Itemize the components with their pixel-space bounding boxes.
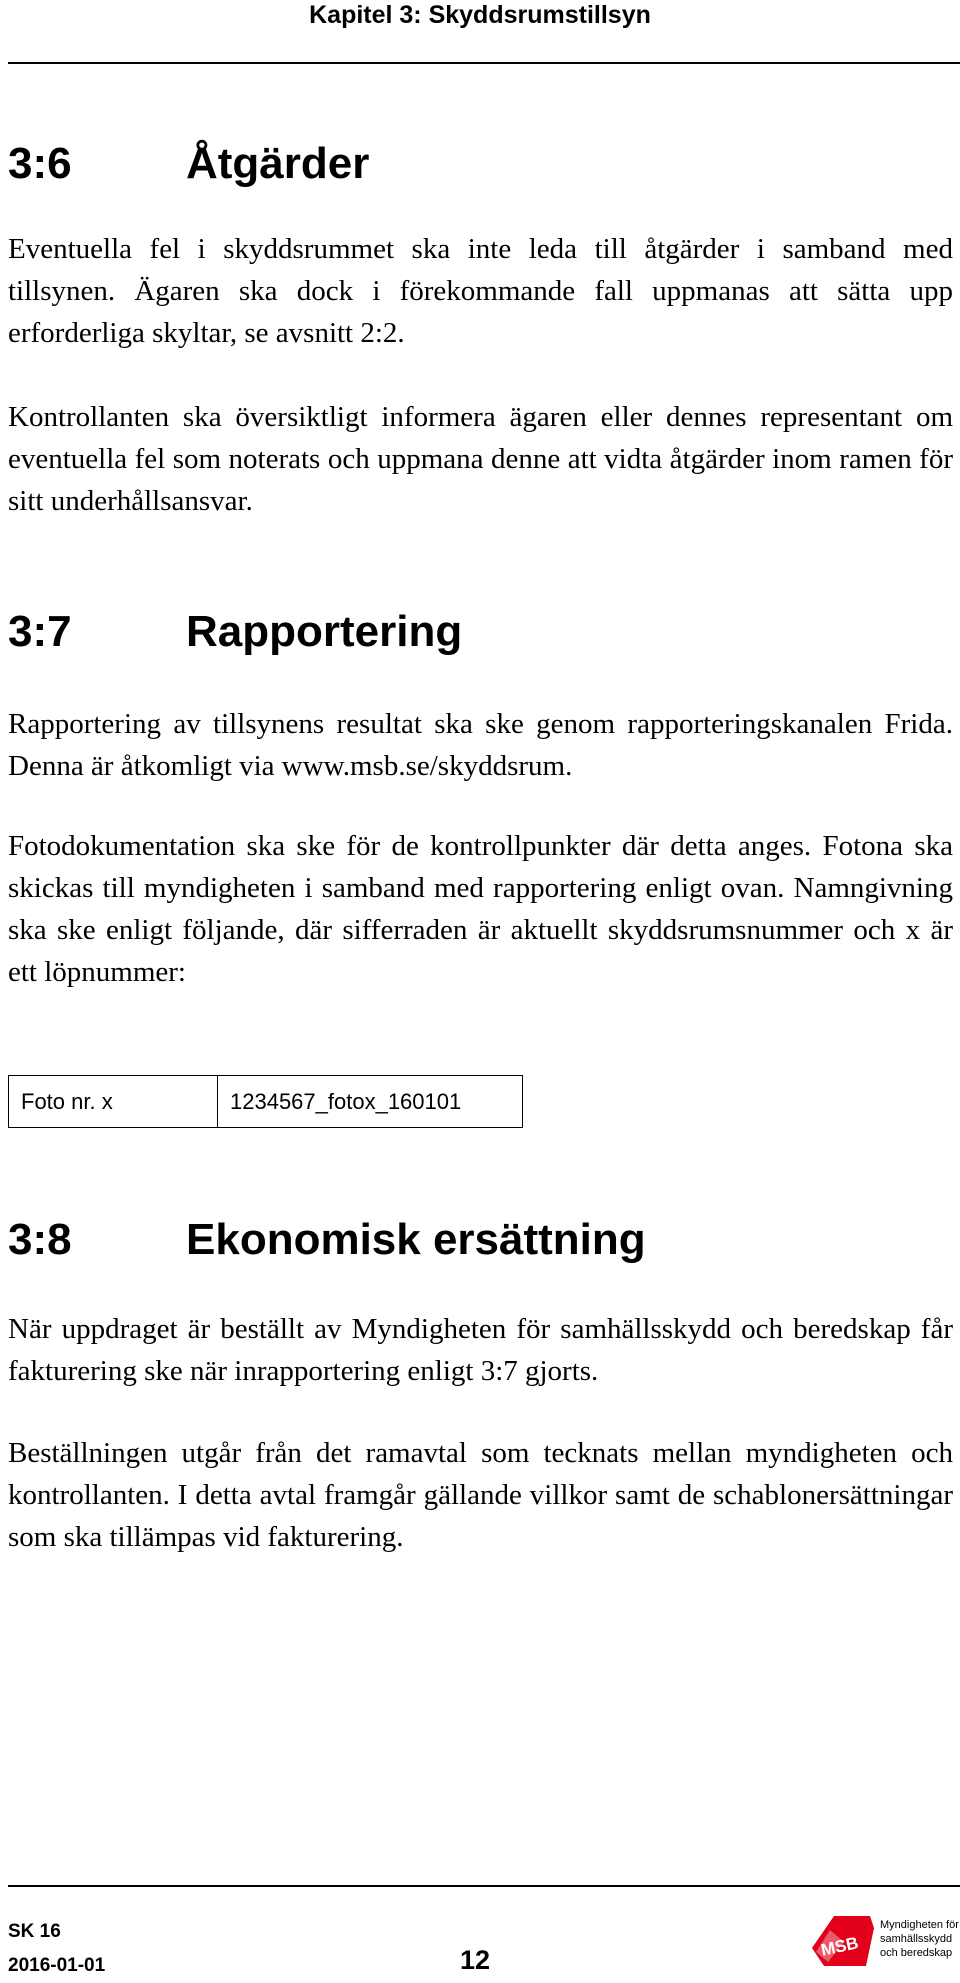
svg-text:MSB: MSB [819, 1933, 861, 1960]
section-heading-3-8 [8, 1214, 646, 1266]
header-rule [8, 62, 960, 64]
table-cell-label: Foto nr. x [9, 1076, 218, 1128]
table-cell-value: 1234567_fotox_160101 [218, 1076, 523, 1128]
svg-text:Myndigheten för: Myndigheten för [880, 1919, 959, 1931]
msb-logo [810, 1908, 960, 1974]
paragraph: Fotodokumentation ska ske för de kontrollpunkter där detta anges. Fotona ska skickas till myndigheten i samband med rapportering enligt ovan. Namngivning ska ske enligt följande, där sifferraden är aktuellt skyddsrumsnummer och x är ett löpnummer: [8, 830, 953, 988]
svg-text:samhällsskydd: samhällsskydd [880, 1933, 953, 1945]
page-number: 12 [460, 1945, 491, 1975]
doc-date: 2016-01-01 [8, 1955, 106, 1976]
footer-doc-info [8, 1915, 105, 1983]
section-number: 3:6 [8, 139, 72, 188]
paragraph: När uppdraget är beställt av Myndigheten för samhällsskydd och beredskap får fakturering ske när inrapportering enligt 3:7 gjorts. [8, 1313, 953, 1387]
paragraph: Eventuella fel i skyddsrummet ska inte leda till åtgärder i samband med tillsynen. Ägaren ska dock i förekommande fall uppmanas att sätta upp erforderliga skyltar, se avsnitt 2:2. [8, 233, 953, 349]
photo-naming-table [8, 1075, 523, 1128]
section-heading-3-7 [8, 606, 462, 658]
msb-logo-mark [812, 1916, 874, 1966]
svg-text:och beredskap: och beredskap [880, 1947, 953, 1959]
running-header: Kapitel 3: Skyddsrumstillsyn [309, 1, 651, 29]
doc-code: SK 16 [8, 1921, 61, 1942]
section-number: 3:7 [8, 607, 72, 656]
section-number: 3:8 [8, 1215, 72, 1264]
paragraph: Rapportering av tillsynens resultat ska ske genom rapporteringskanalen Frida. Denna är åtkomligt via www.msb.se/skyddsrum. [8, 708, 953, 782]
section-title: Åtgärder [186, 139, 370, 188]
section-title: Ekonomisk ersättning [186, 1215, 646, 1264]
paragraph: Beställningen utgår från det ramavtal som tecknats mellan myndigheten och kontrollanten. I detta avtal framgår gällande villkor samt de schablonersättningar som ska tillämpas vid fakturering. [8, 1437, 953, 1553]
section-title: Rapportering [186, 607, 463, 656]
paragraph: Kontrollanten ska översiktligt informera ägaren eller dennes representant om eventuella fel som noterats och uppmana denne att vidta åtgärder inom ramen för sitt underhållsansvar. [8, 401, 953, 517]
table-row [9, 1076, 523, 1128]
footer-rule [8, 1885, 960, 1887]
section-heading-3-6 [8, 138, 369, 190]
